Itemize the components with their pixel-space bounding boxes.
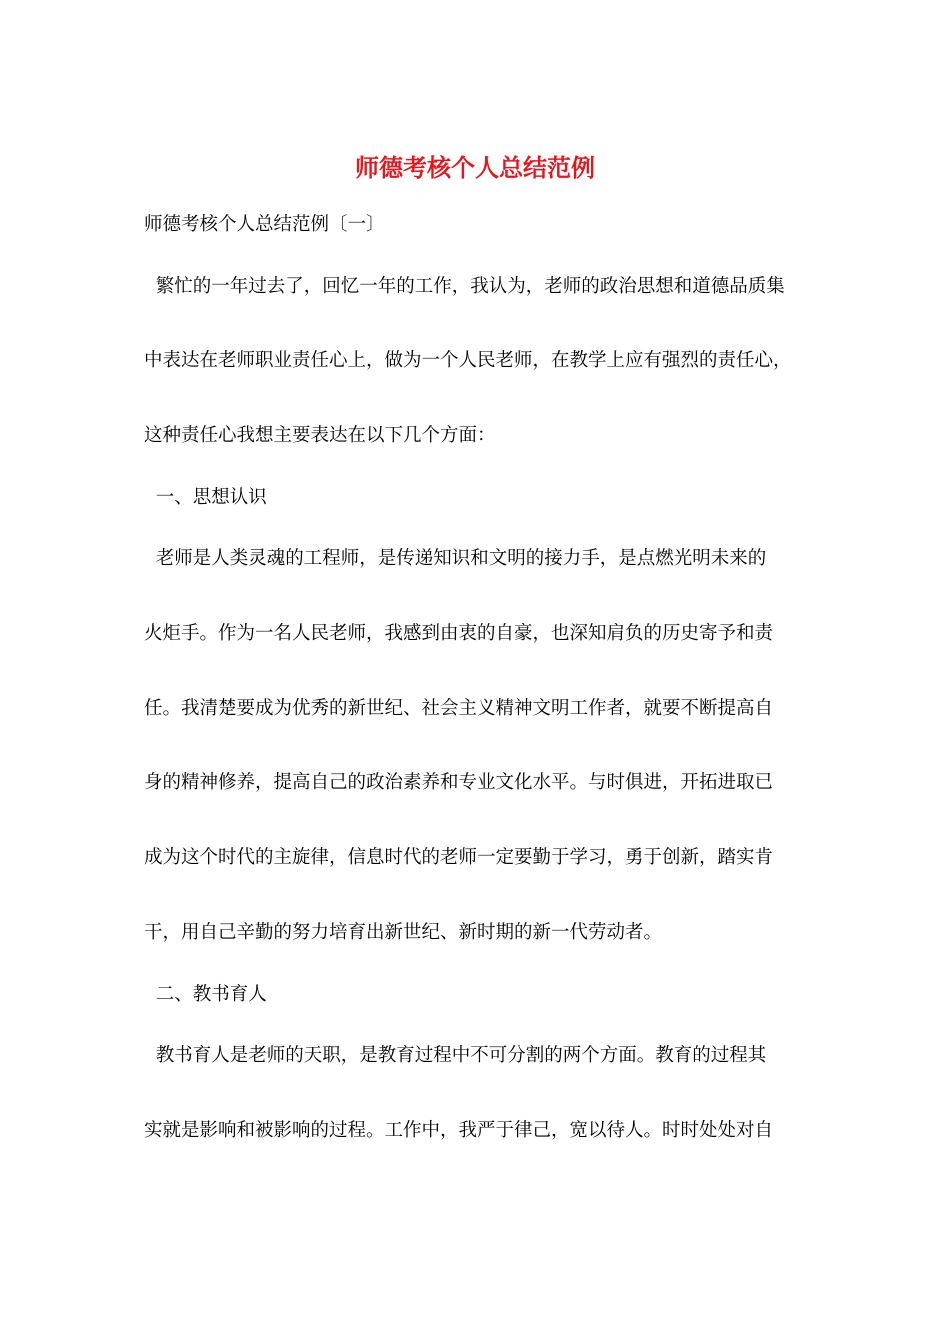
body-line: 实就是影响和被影响的过程。工作中，我严于律己，宽以待人。时时处处对自 — [144, 1120, 774, 1141]
body-line: 中表达在老师职业责任心上，做为一个人民老师，在教学上应有强烈的责任心， — [144, 350, 792, 371]
section-heading: 二、教书育人 — [144, 984, 267, 1005]
body-line: 身的精神修养，提高自己的政治素养和专业文化水平。与时俱进，开拓进取已 — [144, 772, 774, 793]
body-line: 火炬手。作为一名人民老师，我感到由衷的自豪，也深知肩负的历史寄予和责 — [144, 623, 774, 644]
body-line: 繁忙的一年过去了，回忆一年的工作，我认为，老师的政治思想和道德品质集 — [144, 276, 785, 297]
section-heading: 一、思想认识 — [144, 487, 267, 508]
body-line: 任。我清楚要成为优秀的新世纪、社会主义精神文明工作者，就要不断提高自 — [144, 698, 774, 719]
document-title: 师德考核个人总结范例 — [355, 153, 595, 182]
body-line: 成为这个时代的主旋律，信息时代的老师一定要勤于学习，勇于创新，踏实肯 — [144, 847, 774, 868]
body-line: 教书育人是老师的天职，是教育过程中不可分割的两个方面。教育的过程其 — [144, 1045, 767, 1066]
body-line: 干，用自己辛勤的努力培育出新世纪、新时期的新一代劳动者。 — [144, 922, 663, 943]
body-line: 老师是人类灵魂的工程师，是传递知识和文明的接力手，是点燃光明未来的 — [144, 548, 767, 569]
body-line: 这种责任心我想主要表达在以下几个方面： — [144, 425, 496, 446]
section-subtitle: 师德考核个人总结范例〔一〕 — [144, 214, 385, 235]
